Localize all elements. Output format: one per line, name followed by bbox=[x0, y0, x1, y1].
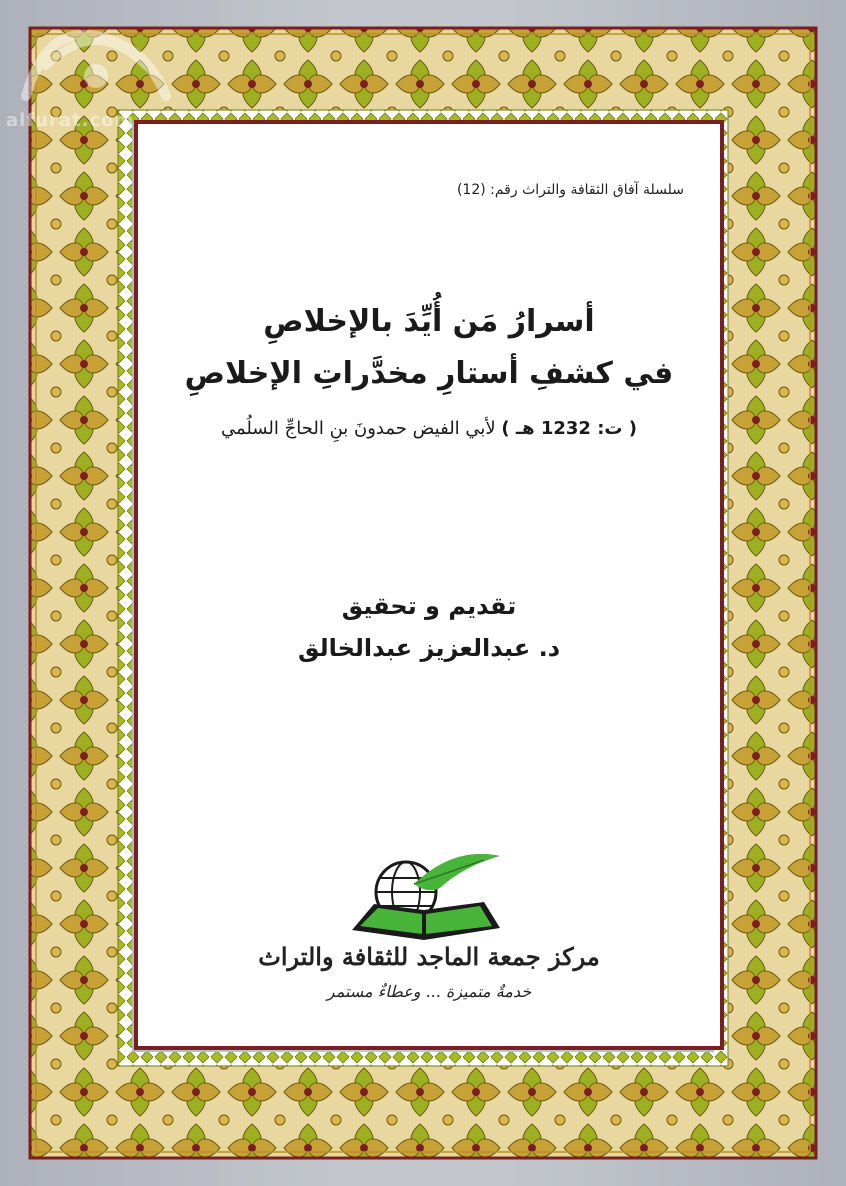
content-panel bbox=[134, 120, 724, 1050]
publisher-logo-icon bbox=[344, 844, 504, 944]
book-title-line2: في كشفِ أستارِ مخدَّراتِ الإخلاصِ bbox=[184, 356, 674, 391]
publisher-name: مركز جمعة الماجد للثقافة والتراث bbox=[258, 942, 600, 971]
author-name: لأبي الفيض حمدونَ بنِ الحاجِّ السلُمي bbox=[221, 418, 496, 439]
watermark-text: alfurat.com bbox=[6, 110, 135, 131]
editor-name: د. عبدالعزيز عبدالخالق bbox=[297, 634, 561, 662]
presentation-label: تقديم و تحقيق bbox=[341, 592, 517, 620]
publisher-slogan: خدمةٌ متميزة ... وعطاءٌ مستمر bbox=[326, 982, 532, 1001]
book-title-line1: أسرارُ مَن أُيِّدَ بالإخلاصِ bbox=[263, 304, 595, 339]
publisher-watermark bbox=[6, 6, 186, 131]
watermark-logo-icon bbox=[6, 6, 186, 116]
author-line bbox=[138, 418, 720, 439]
author-death-date: ( ت: 1232 هـ ) bbox=[501, 418, 637, 439]
series-label: سلسلة آفاق الثقافة والتراث رقم: (12) bbox=[456, 182, 684, 198]
